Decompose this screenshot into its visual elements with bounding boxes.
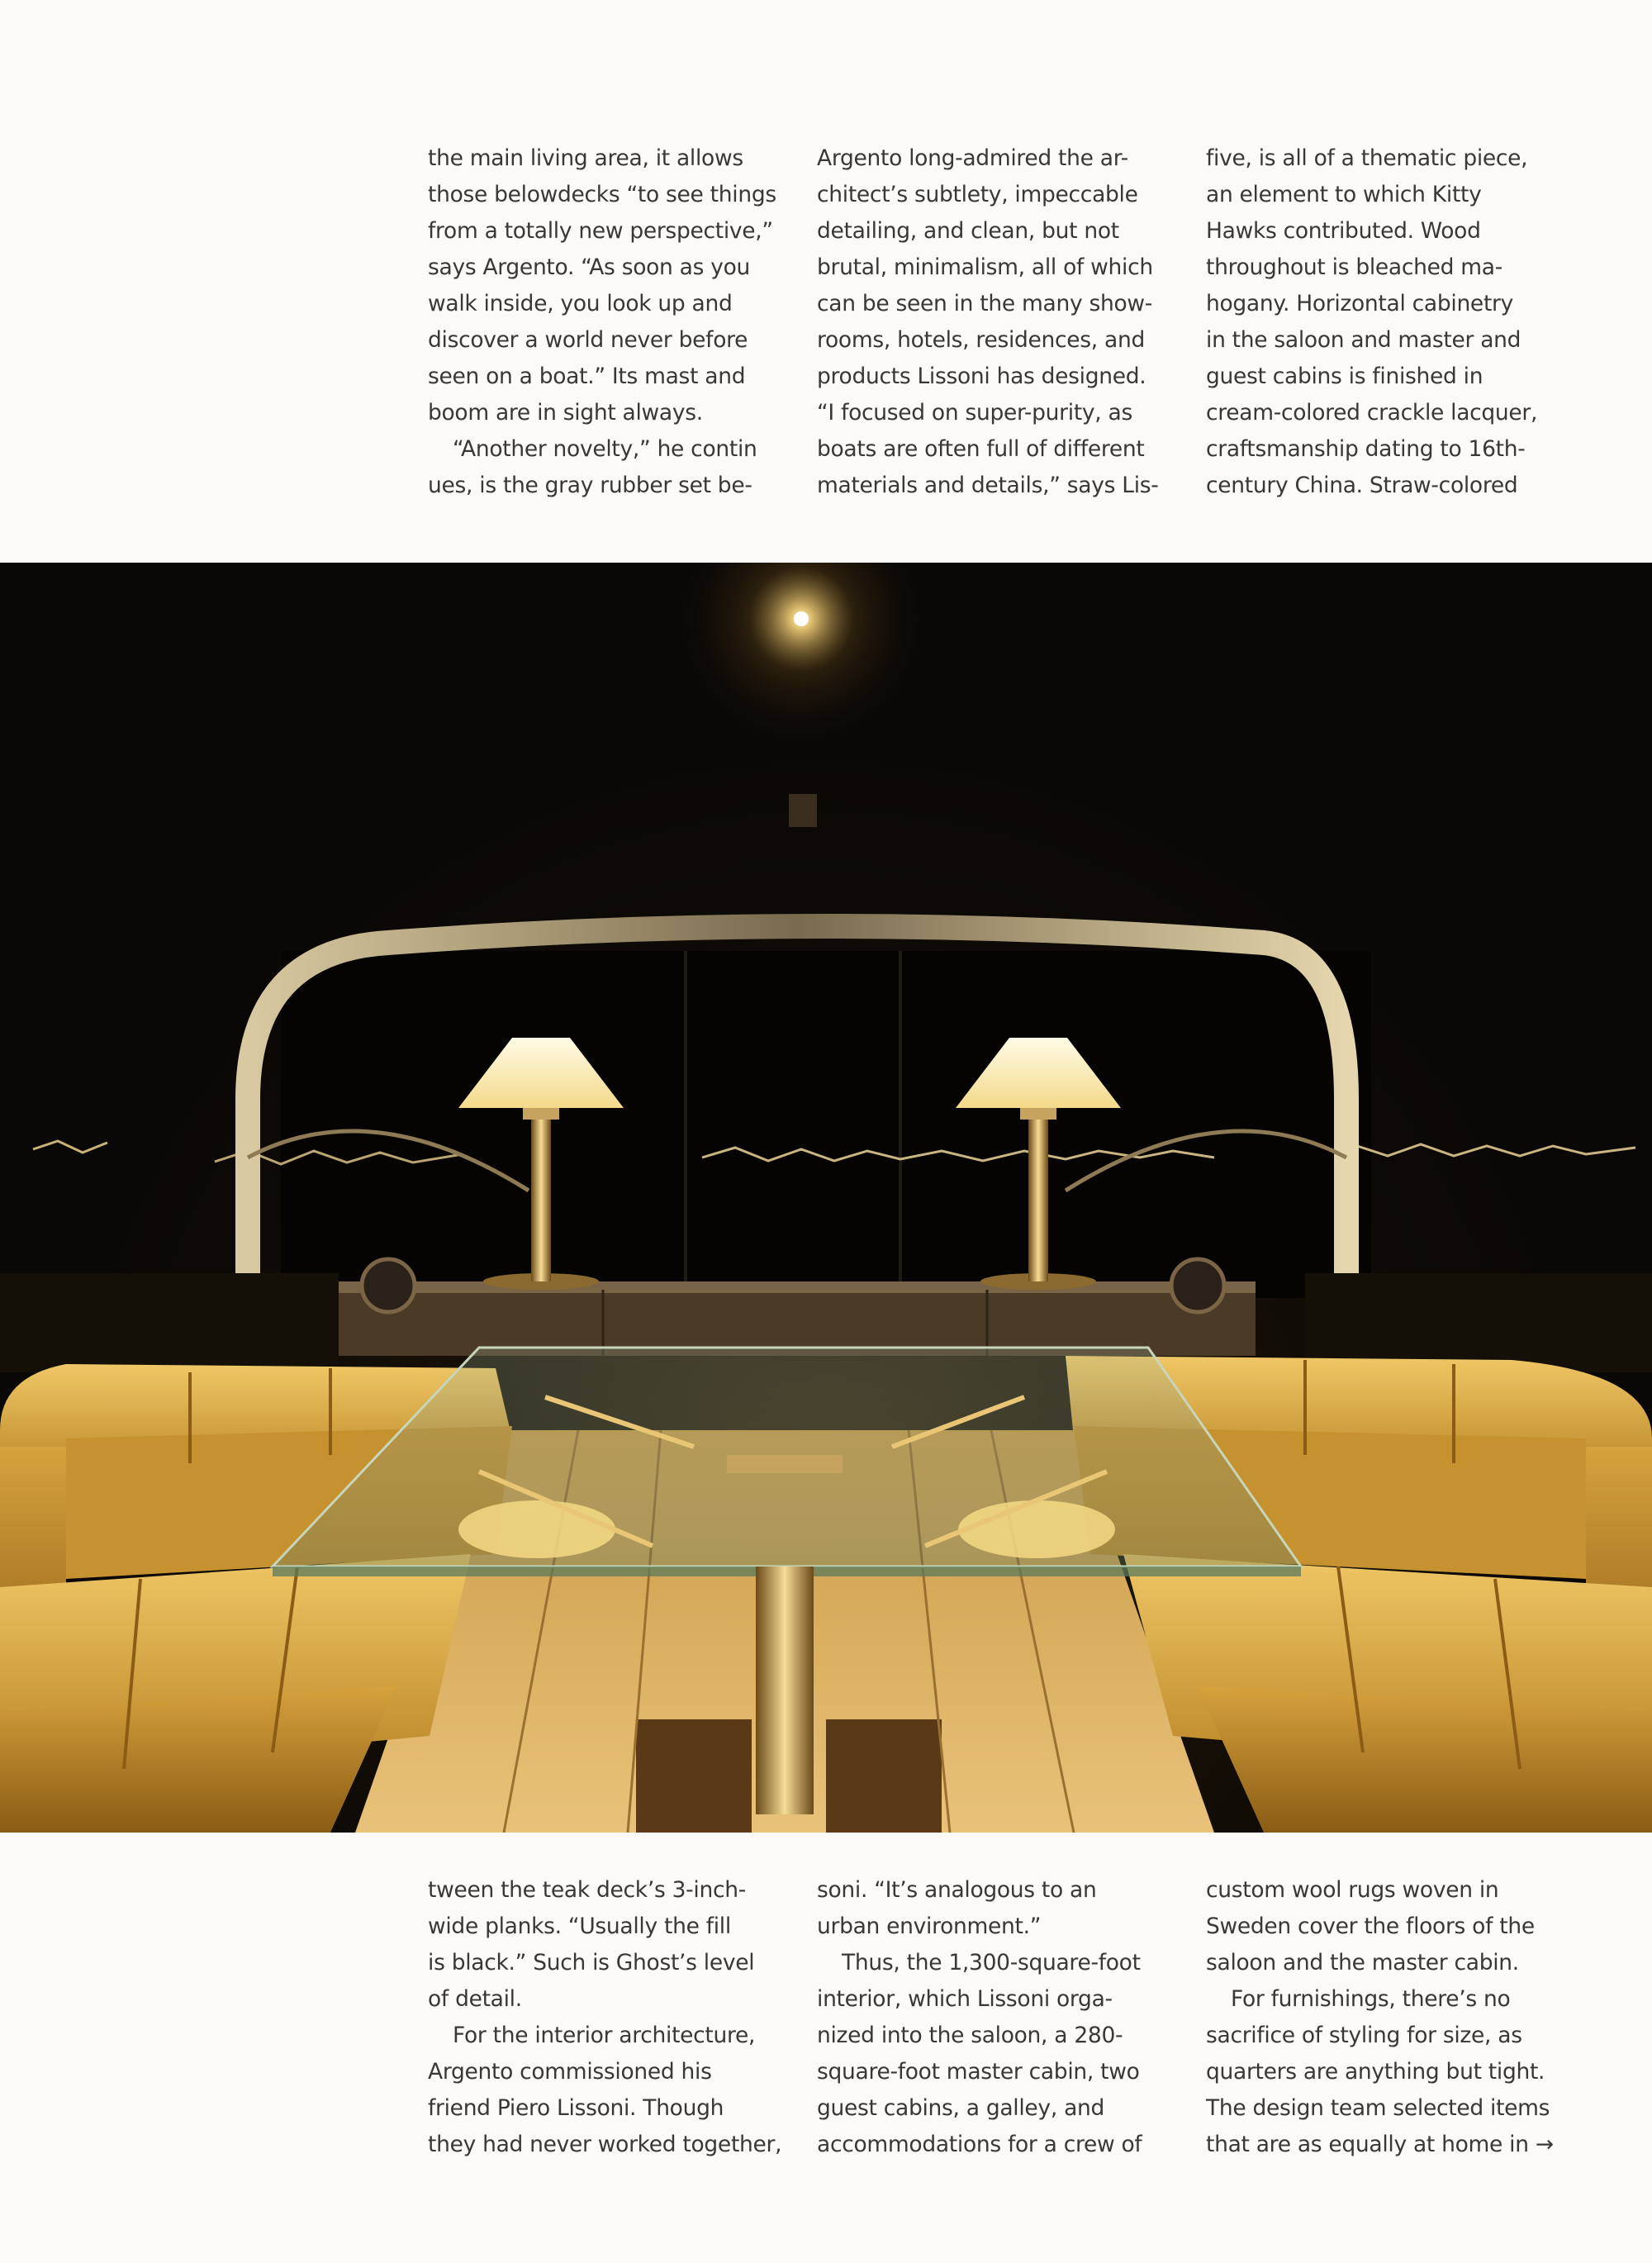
- text-line: The design team selected items: [1206, 2095, 1550, 2121]
- text-line: seen on a boat.” Its mast and: [428, 364, 746, 389]
- top-column-2: [817, 140, 1179, 504]
- bottom-column-3: [1206, 1872, 1568, 2163]
- text-line: detailing, and clean, but not: [817, 218, 1119, 244]
- text-line: is black.” Such is Ghost’s level: [428, 1950, 755, 1975]
- text-line: says Argento. “As soon as you: [428, 254, 751, 280]
- text-line: Argento long-admired the ar-: [817, 145, 1128, 171]
- text-line: soni. “It’s analogous to an: [817, 1877, 1097, 1903]
- text-line: sacrifice of styling for size, as: [1206, 2023, 1522, 2048]
- text-line: five, is all of a thematic piece,: [1206, 145, 1528, 171]
- text-line: can be seen in the many show-: [817, 291, 1153, 316]
- text-line: materials and details,” says Lis-: [817, 473, 1159, 498]
- text-line: the main living area, it allows: [428, 145, 743, 171]
- text-line: an element to which Kitty: [1206, 182, 1482, 207]
- text-line: walk inside, you look up and: [428, 291, 733, 316]
- text-line: nized into the saloon, a 280-: [817, 2023, 1123, 2048]
- text-line: Argento commissioned his: [428, 2059, 712, 2085]
- text-line: square-foot master cabin, two: [817, 2059, 1140, 2085]
- text-line: discover a world never before: [428, 327, 748, 353]
- top-column-1: [428, 140, 790, 504]
- text-line: saloon and the master cabin.: [1206, 1950, 1519, 1975]
- text-line: guest cabins is finished in: [1206, 364, 1483, 389]
- text-line: urban environment.”: [817, 1914, 1042, 1939]
- text-line: guest cabins, a galley, and: [817, 2095, 1105, 2121]
- text-line: chitect’s subtlety, impeccable: [817, 182, 1138, 207]
- text-line: those belowdecks “to see things: [428, 182, 776, 207]
- text-line: For furnishings, there’s no: [1231, 1986, 1511, 2012]
- text-line: boom are in sight always.: [428, 400, 703, 426]
- text-line: throughout is bleached ma-: [1206, 254, 1502, 280]
- text-line: Hawks contributed. Wood: [1206, 218, 1481, 244]
- text-line: they had never worked together,: [428, 2132, 782, 2157]
- text-line: ues, is the gray rubber set be-: [428, 473, 752, 498]
- yacht-saloon-photo: [0, 563, 1652, 1833]
- text-line: “Another novelty,” he contin: [453, 436, 757, 462]
- text-line: friend Piero Lissoni. Though: [428, 2095, 724, 2121]
- text-line: Thus, the 1,300-square-foot: [842, 1950, 1141, 1975]
- text-line: from a totally new perspective,”: [428, 218, 773, 244]
- text-line: hogany. Horizontal cabinetry: [1206, 291, 1514, 316]
- text-line: For the interior architecture,: [453, 2023, 756, 2048]
- text-line: boats are often full of different: [817, 436, 1145, 462]
- text-line: quarters are anything but tight.: [1206, 2059, 1545, 2085]
- bottom-column-2: [817, 1872, 1179, 2163]
- text-line: century China. Straw-colored: [1206, 473, 1518, 498]
- text-line: in the saloon and master and: [1206, 327, 1521, 353]
- text-line: craftsmanship dating to 16th-: [1206, 436, 1526, 462]
- text-line: interior, which Lissoni orga-: [817, 1986, 1113, 2012]
- top-column-3: [1206, 140, 1568, 504]
- text-line: of detail.: [428, 1986, 522, 2012]
- text-line: cream-colored crackle lacquer,: [1206, 400, 1538, 426]
- text-line: rooms, hotels, residences, and: [817, 327, 1146, 353]
- text-line: brutal, minimalism, all of which: [817, 254, 1153, 280]
- text-line: “I focused on super-purity, as: [817, 400, 1132, 426]
- text-line: that are as equally at home in →: [1206, 2132, 1554, 2157]
- text-line: products Lissoni has designed.: [817, 364, 1146, 389]
- bottom-column-1: [428, 1872, 790, 2163]
- text-line: accommodations for a crew of: [817, 2132, 1142, 2157]
- text-line: custom wool rugs woven in: [1206, 1877, 1499, 1903]
- text-line: Sweden cover the floors of the: [1206, 1914, 1535, 1939]
- text-line: tween the teak deck’s 3-inch-: [428, 1877, 747, 1903]
- text-line: wide planks. “Usually the fill: [428, 1914, 731, 1939]
